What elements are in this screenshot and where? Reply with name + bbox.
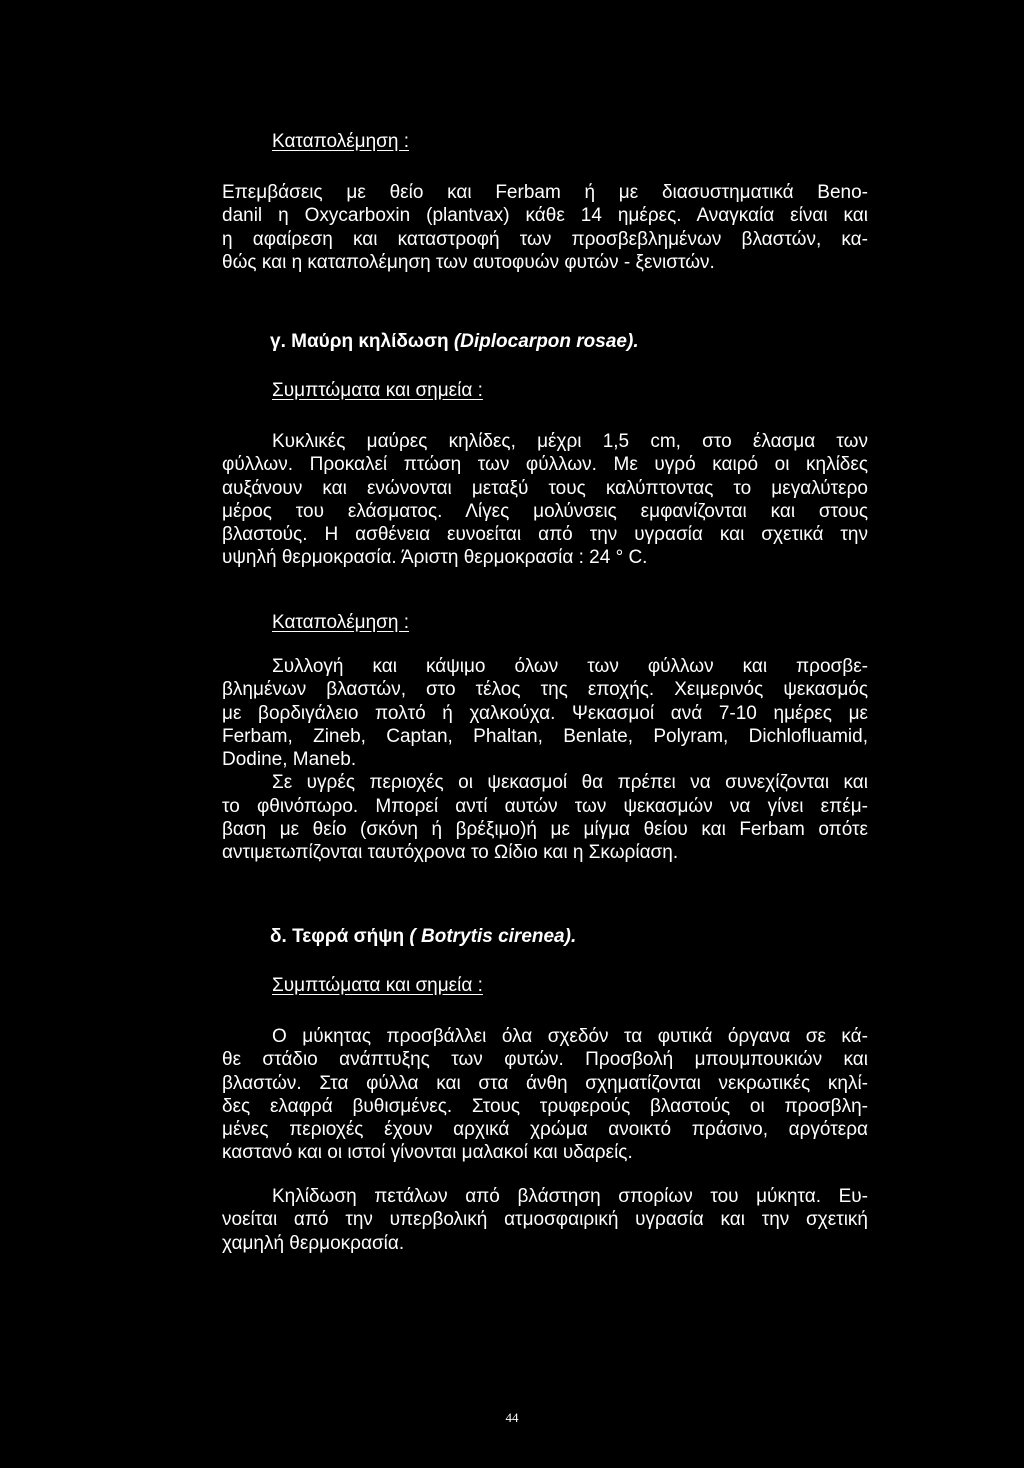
text-line: Σε υγρές περιοχές οι ψεκασμοί θα πρέπει να συνεχίζονται και [272, 772, 868, 794]
text-line: μέρος του ελάσματος. Λίγες μολύνσεις εμφανίζονται και στους [222, 500, 868, 522]
section-title-latin: (Diplocarpon rosae). [453, 331, 639, 352]
control-heading-1: Καταπολέμηση : [272, 131, 410, 152]
text-line: θώς και η καταπολέμηση των αυτοφυών φυτών - ξενιστών. [222, 251, 715, 273]
text-line: υψηλή θερμοκρασία. Άριστη θερμοκρασία : 24 ° C. [222, 547, 648, 569]
section-title-latin: ( Botrytis cirenea). [409, 926, 577, 947]
text-line: Ο μύκητας προσβάλλει όλα σχεδόν τα φυτικά όργανα σε κά- [272, 1026, 868, 1047]
section-title-black-spot [270, 331, 639, 353]
control-paragraph-1 [222, 181, 868, 274]
text-line: βλημένων βλαστών, στο τέλος της εποχής. Χειμερινός ψεκασμός [222, 679, 868, 701]
text-line: καστανό και οι ιστοί γίνονται μαλακοί και υδαρείς. [222, 1142, 633, 1164]
text-line: Επεμβάσεις με θείο και Ferbam ή με διασυστηματικά Beno- [222, 182, 868, 203]
text-line: νοείται από την υπερβολική ατμοσφαιρική υγρασία και την σχετική [222, 1209, 868, 1231]
text-line: Συλλογή και κάψιμο όλων των φύλλων και προσβε- [272, 656, 868, 677]
control-heading-black-spot: Καταπολέμηση : [272, 612, 410, 633]
text-line: Κυκλικές μαύρες κηλίδες, μέχρι 1,5 cm, στο έλασμα των [272, 431, 868, 452]
text-line: Κηλίδωση πετάλων από βλάστηση σπορίων του μύκητα. Ευ- [272, 1186, 868, 1207]
symptoms-paragraph-black-spot [222, 430, 868, 570]
text-line: βλαστών. Στα φύλλα και στα άνθη σχηματίζονται νεκρωτικές κηλί- [222, 1072, 868, 1094]
text-line: βαση με θείο (σκόνη ή βρέξιμο)ή με μίγμα θείου και Ferbam οπότε [222, 819, 868, 841]
text-line: το φθινόπωρο. Μπορεί αντί αυτών των ψεκασμών να γίνει επέμ- [222, 795, 868, 817]
section-title-text: γ. Μαύρη κηλίδωση [270, 331, 454, 352]
control-paragraph-black-spot [222, 655, 868, 865]
section-title-grey-mould [270, 926, 576, 948]
text-line: με βορδιγάλειο πολτό ή χαλκούχα. Ψεκασμοί ανά 7-10 ημέρες με [222, 702, 868, 724]
page-number: 44 [505, 1410, 519, 1425]
symptoms-heading-grey-mould: Συμπτώματα και σημεία : [272, 975, 483, 996]
text-line: θε στάδιο ανάπτυξης των φυτών. Προσβολή μπουμπουκιών και [222, 1049, 868, 1071]
text-line: Ferbam, Zineb, Captan, Phaltan, Benlate, Polyram, Dichlofluamid, [222, 725, 868, 747]
text-line: η αφαίρεση και καταστροφή των προσβεβλημένων βλαστών, κα- [222, 228, 868, 250]
extra-paragraph-grey-mould [222, 1185, 868, 1255]
section-title-text: δ. Τεφρά σήψη [270, 926, 410, 947]
text-line: αντιμετωπίζονται ταυτόχρονα το Ωίδιο και η Σκωρίαση. [222, 842, 679, 864]
text-line: μένες περιοχές έχουν αρχικά χρώμα ανοικτό πράσινο, αργότερα [222, 1119, 868, 1141]
text-line: χαμηλή θερμοκρασία. [222, 1232, 405, 1254]
text-line: Dodine, Maneb. [222, 749, 357, 771]
text-line: φύλλων. Προκαλεί πτώση των φύλλων. Με υγρό καιρό οι κηλίδες [222, 454, 868, 476]
symptoms-paragraph-grey-mould [222, 1025, 868, 1165]
symptoms-heading-black-spot: Συμπτώματα και σημεία : [272, 380, 483, 401]
text-line: δες ελαφρά βυθισμένες. Στους τρυφερούς βλαστούς οι προσβλη- [222, 1095, 868, 1117]
text-line: βλαστούς. Η ασθένεια ευνοείται από την υγρασία και σχετικά την [222, 524, 868, 546]
text-line: αυξάνουν και ενώνονται μεταξύ τους καλύπτοντας το μεγαλύτερο [222, 477, 868, 499]
text-line: danil η Oxycarboxin (plantvax) κάθε 14 ημέρες. Αναγκαία είναι και [222, 205, 868, 227]
